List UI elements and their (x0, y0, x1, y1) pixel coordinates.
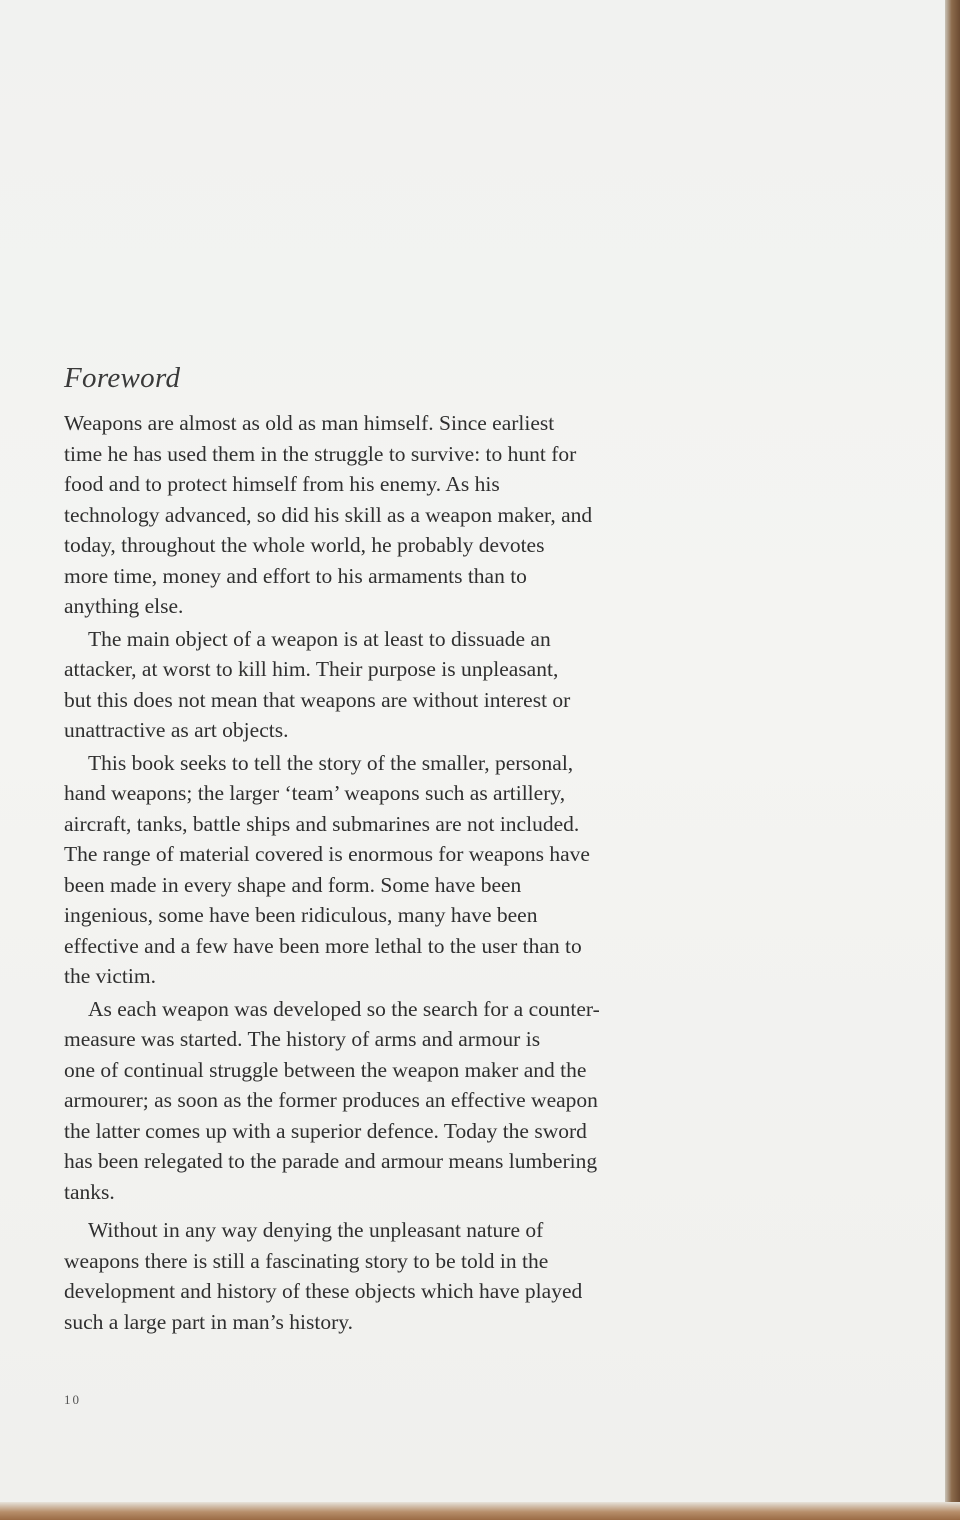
text-line: effective and a few have been more lethal to the user than to (64, 933, 582, 958)
text-line: but this does not mean that weapons are without interest or (64, 687, 571, 712)
text-line: This book seeks to tell the story of the smaller, personal, (88, 750, 574, 775)
text-line: one of continual struggle between the weapon maker and the (64, 1057, 587, 1082)
text-line: The main object of a weapon is at least to dissuade an (88, 626, 551, 651)
paragraph (64, 748, 744, 992)
text-line: measure was started. The history of arms and armour is (64, 1027, 541, 1051)
text-line: Without in any way denying the unpleasant nature of (88, 1218, 544, 1242)
text-line: As each weapon was developed so the search for a counter- (88, 996, 600, 1021)
text-line: food and to protect himself from his enemy. As his (64, 472, 500, 496)
text-line: the victim. (64, 964, 156, 988)
text-line: armourer; as soon as the former produces an effective weapon (64, 1088, 598, 1112)
text-line: today, throughout the whole world, he probably devotes (64, 533, 545, 557)
text-line: has been relegated to the parade and armour means lumbering (64, 1149, 598, 1173)
text-line: ingenious, some have been ridiculous, many have been (64, 903, 538, 927)
text-line: Weapons are almost as old as man himself. Since earliest (64, 411, 555, 435)
text-line: development and history of these objects which have played (64, 1279, 583, 1303)
text-line: unattractive as art objects. (64, 718, 289, 742)
paragraph (64, 994, 744, 1208)
text-line: hand weapons; the larger ‘team’ weapons such as artillery, (64, 781, 566, 805)
text-line: the latter comes up with a superior defence. Today the sword (64, 1118, 587, 1143)
paragraph (64, 408, 744, 622)
text-line: more time, money and effort to his armaments than to (64, 563, 527, 588)
text-line: time he has used them in the struggle to survive: to hunt for (64, 441, 577, 466)
text-line: been made in every shape and form. Some have been (64, 872, 522, 897)
text-line: tanks. (64, 1179, 115, 1204)
paragraph (64, 624, 744, 746)
paragraph (64, 1215, 744, 1337)
text-line: attacker, at worst to kill him. Their purpose is unpleasant, (64, 657, 559, 681)
foreword-text (64, 408, 744, 1337)
text-line: aircraft, tanks, battle ships and submarines are not included. (64, 811, 580, 836)
text-line: The range of material covered is enormous for weapons have (64, 842, 590, 866)
book-cover-edge (945, 0, 960, 1520)
text-line: such a large part in man’s history. (64, 1309, 353, 1334)
text-line: weapons there is still a fascinating story to be told in the (64, 1248, 549, 1273)
book-cover-bottom-edge (0, 1502, 960, 1520)
page-heading: Foreword (64, 362, 181, 394)
text-line: technology advanced, so did his skill as a weapon maker, and (64, 502, 593, 527)
page-number: 10 (64, 1392, 81, 1407)
text-line: anything else. (64, 594, 184, 618)
